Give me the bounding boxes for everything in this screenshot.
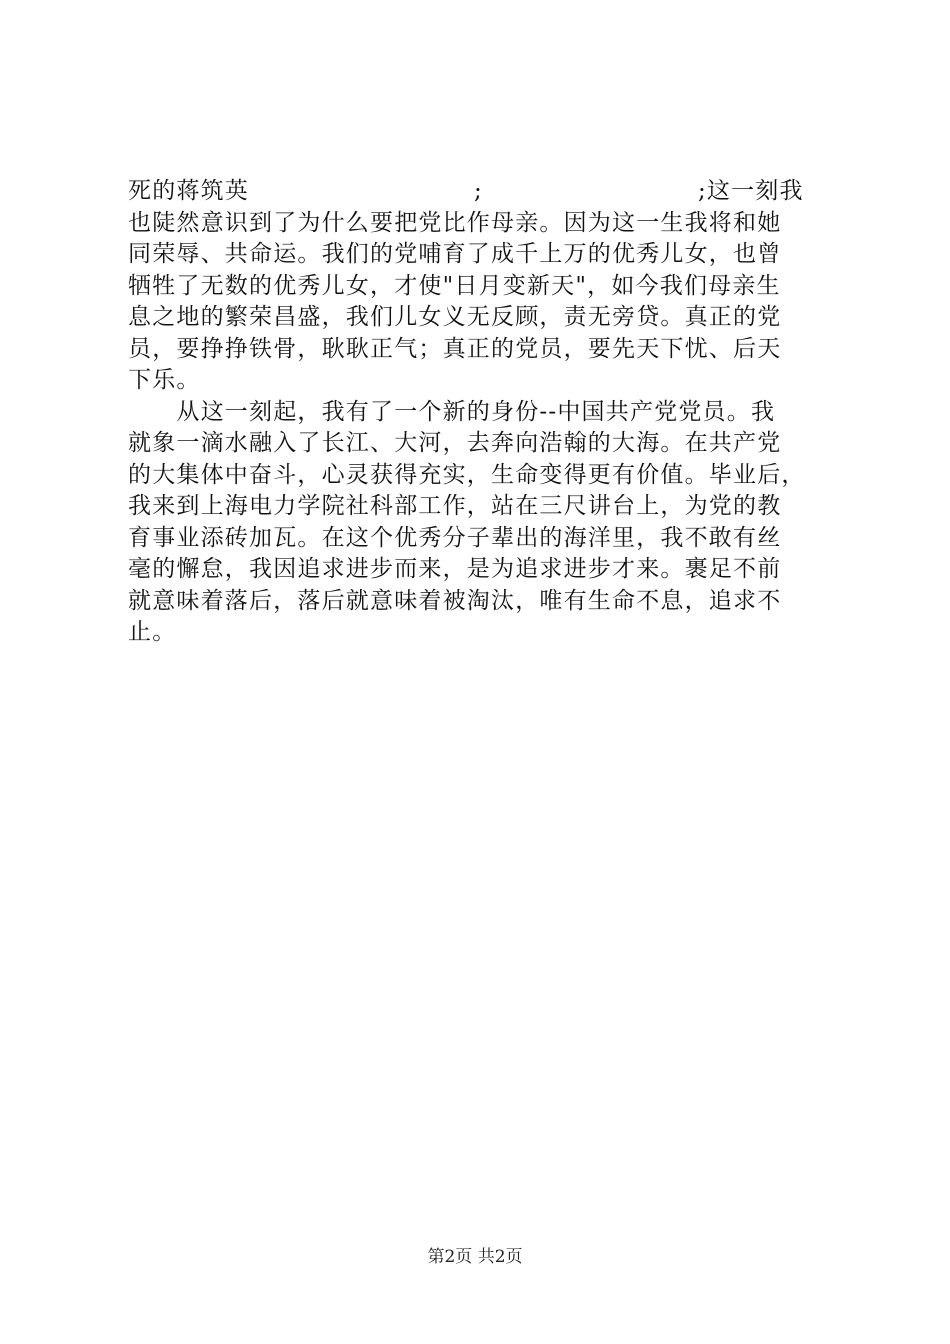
- blank-gap: [249, 176, 474, 208]
- text-line: 就象一滴水融入了长江、大河，去奔向浩翰的大海。在共产党: [128, 430, 782, 456]
- text-line: 也陡然意识到了为什么要把党比作母亲。因为这一生我将和她: [128, 209, 782, 236]
- blank-gap: [483, 176, 698, 208]
- text-line: 员，要挣挣铁骨，耿耿正气；真正的党员，要先天下忧、后天: [128, 335, 782, 362]
- text-line: 的大集体中奋斗，心灵获得充实，生命变得更有价值。毕业后，: [128, 461, 806, 488]
- text-line: 牺牲了无数的优秀儿女，才使"日月变新天"，如今我们母亲生: [128, 272, 781, 299]
- text-line: 就意味着落后，落后就意味着被淘汰，唯有生命不息，追求不: [128, 587, 782, 614]
- text-line: 毫的懈怠，我因追求进步而来，是为追求进步才来。裹足不前: [128, 556, 782, 582]
- text-segment: ;这一刻我: [697, 178, 804, 204]
- text-line: 下乐。: [128, 367, 201, 393]
- text-line: 止。: [128, 619, 177, 645]
- text-segment: ;: [474, 178, 483, 204]
- text-line: 我来到上海电力学院社科部工作，站在三尺讲台上，为党的教: [128, 493, 782, 519]
- text-line: 育事业添砖加瓦。在这个优秀分子辈出的海洋里，我不敢有丝: [128, 524, 782, 551]
- text-line: 同荣辱、共命运。我们的党哺育了成千上万的优秀儿女，也曾: [128, 241, 782, 267]
- text-line: [128, 176, 848, 208]
- text-segment: 死的蒋筑英: [128, 178, 249, 204]
- document-body: [128, 176, 848, 649]
- text-line: 息之地的繁荣昌盛，我们儿女义无反顾，责无旁贷。真正的党: [128, 304, 782, 330]
- text-line: 从这一刻起，我有了一个新的身份--中国共产党党员。我: [128, 398, 776, 425]
- page-footer: 第2页 共2页: [427, 1247, 523, 1267]
